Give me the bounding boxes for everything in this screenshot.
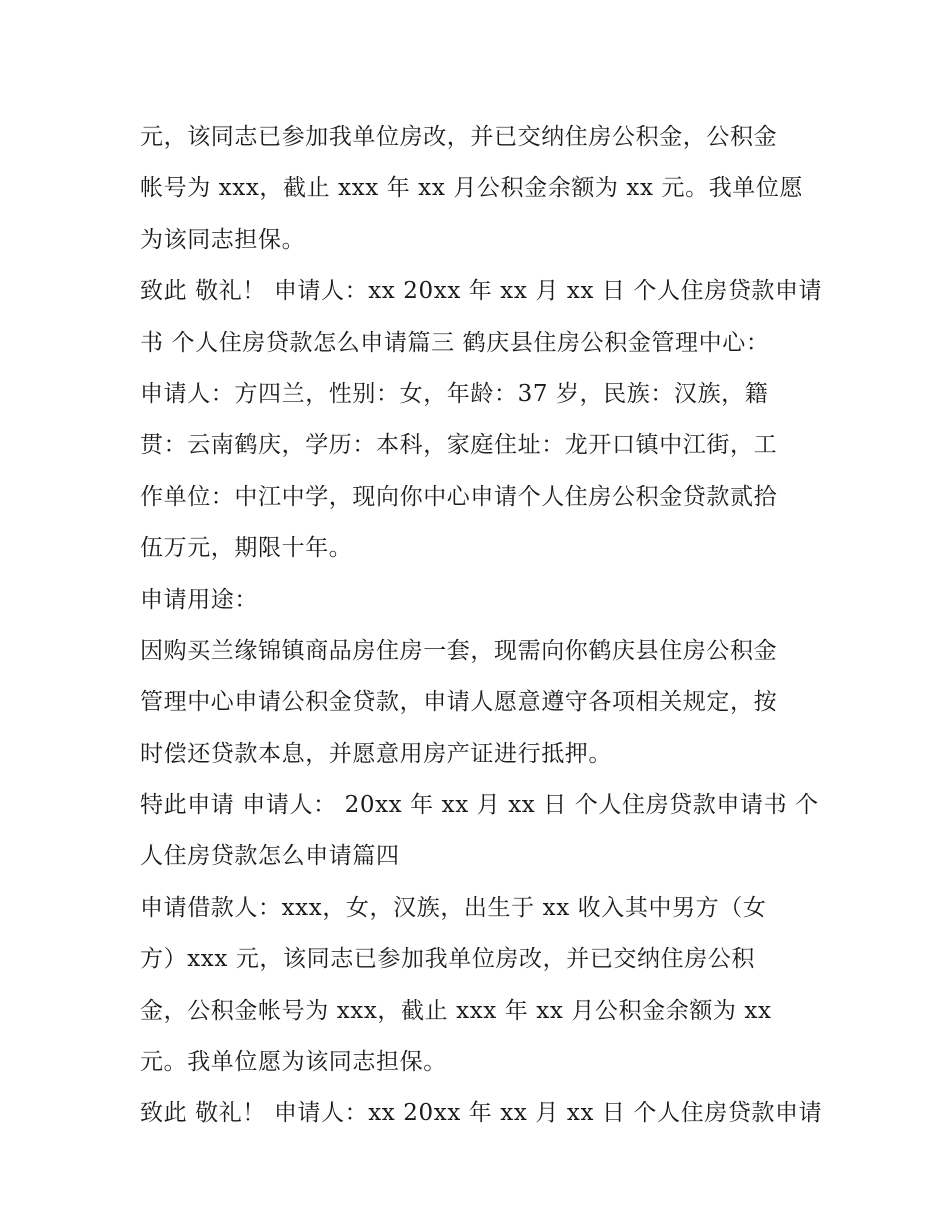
text-line: 时偿还贷款本息，并愿意用房产证进行抵押。 (140, 740, 612, 767)
text-line: 致此 敬礼！ 申请人：xx 20xx 年 xx 月 xx 日 个人住房贷款申请 (140, 278, 823, 305)
text-line: 书 个人住房贷款怎么申请篇三 鹤庆县住房公积金管理中心： (140, 329, 770, 356)
text-line: 作单位：中江中学，现向你中心申请个人住房公积金贷款贰拾 (140, 483, 778, 510)
text-line: 方）xxx 元，该同志已参加我单位房改，并已交纳住房公积 (140, 946, 756, 973)
text-line: 金，公积金帐号为 xxx，截止 xxx 年 xx 月公积金余额为 xx (140, 997, 772, 1024)
text-line: 管理中心申请公积金贷款，申请人愿意遵守各项相关规定，按 (140, 689, 778, 716)
text-line: 致此 敬礼！ 申请人：xx 20xx 年 xx 月 xx 日 个人住房贷款申请 (140, 1100, 823, 1127)
text-line: 帐号为 xxx，截止 xxx 年 xx 月公积金余额为 xx 元。我单位愿 (140, 175, 804, 202)
text-line: 伍万元，期限十年。 (140, 535, 353, 562)
text-line: 元，该同志已参加我单位房改，并已交纳住房公积金，公积金 (140, 124, 778, 150)
text-line: 申请借款人：xxx，女，汉族，出生于 xx 收入其中男方（女 (140, 894, 767, 921)
text-line: 为该同志担保。 (140, 226, 306, 253)
document-body (140, 112, 823, 1140)
text-line: 元。我单位愿为该同志担保。 (140, 1049, 447, 1076)
text-line: 特此申请 申请人： 20xx 年 xx 月 xx 日 个人住房贷款申请书 个 (140, 792, 819, 819)
section-heading: 申请用途： (140, 586, 258, 613)
text-line: 因购买兰缘锦镇商品房住房一套，现需向你鹤庆县住房公积金 (140, 637, 778, 664)
text-line: 申请人：方四兰，性别：女，年龄：37 岁，民族：汉族，籍 (140, 380, 769, 407)
text-line: 人住房贷款怎么申请篇四 (140, 843, 400, 870)
text-line: 贯：云南鹤庆，学历：本科，家庭住址：龙开口镇中江街，工 (140, 432, 778, 459)
